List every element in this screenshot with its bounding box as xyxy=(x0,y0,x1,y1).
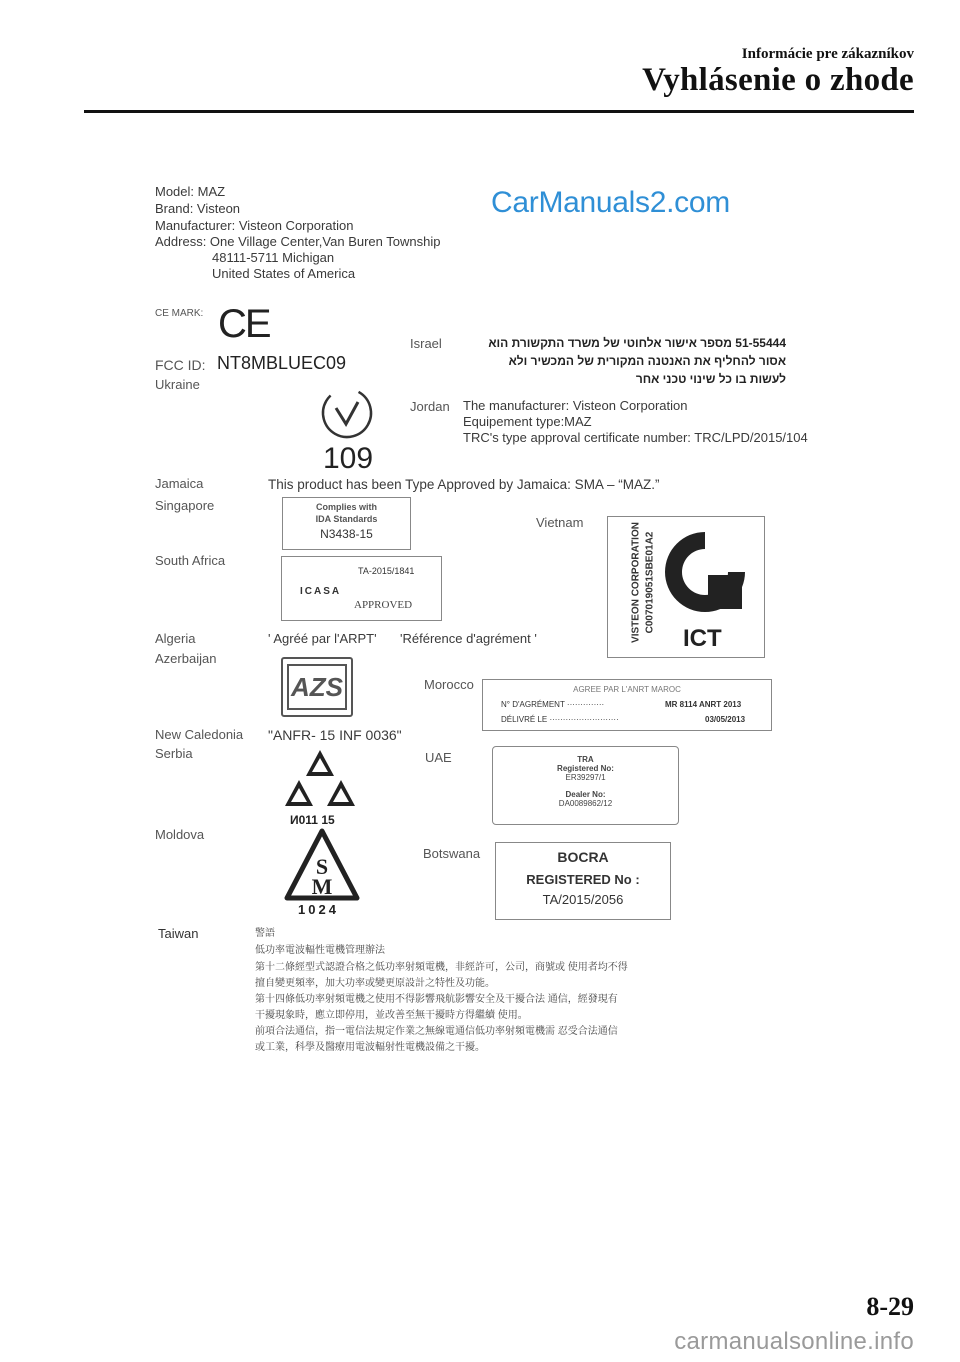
bocra-registered: REGISTERED No : xyxy=(526,872,640,887)
uae-label: UAE xyxy=(425,750,452,765)
anrt-label: AGREE PAR L'ANRT MAROC N° D'AGRÉMENT ·············· MR 8114 ANRT 2013 DÉLIVRÉ LE ·························· 03/05/2013 xyxy=(482,679,772,731)
anfr-text: "ANFR- 15 INF 0036" xyxy=(268,727,402,743)
tra-label xyxy=(492,746,679,825)
azs-mark: AZS xyxy=(287,664,347,710)
ce-label: CE MARK: xyxy=(155,308,204,319)
svg-text:M: M xyxy=(311,874,333,899)
taiwan-line-5: 第十四條低功率射頻電機之使用不得影響飛航影響安全及干擾合法 通信，經發現有 xyxy=(255,994,618,1005)
ida-code: N3438-15 xyxy=(320,527,373,541)
taiwan-line-7: 前項合法通信，指一電信法規定作業之無線電通信低功率射頻電機需 忍受合法通信 xyxy=(255,1026,618,1037)
taiwan-line-4: 擅自變更頻率，加大功率或變更原設計之特性及功能。 xyxy=(255,978,495,989)
israel-line-1: 51-55444 מספר אישור אלחוטי של משרד התקשורת הוא xyxy=(488,336,786,350)
morocco-label: Morocco xyxy=(424,677,474,692)
vietnam-label: Vietnam xyxy=(536,515,584,530)
taiwan-line-2: 低功率電波輻性電機管理辦法 xyxy=(255,945,385,956)
jordan-line-1: The manufacturer: Visteon Corporation xyxy=(463,398,688,413)
ce-mark-icon: CE xyxy=(218,302,270,346)
taiwan-line-1: 警語 xyxy=(255,928,275,939)
address-line-3: United States of America xyxy=(212,266,356,281)
tra-heading: TRA xyxy=(577,755,594,764)
serbia-label: Serbia xyxy=(155,746,193,761)
ukraine-conformity-icon xyxy=(318,384,376,442)
anrt-heading: AGREE PAR L'ANRT MAROC xyxy=(573,685,681,694)
icasa-code: TA-2015/1841 xyxy=(358,566,415,576)
ida-line-2: IDA Standards xyxy=(315,514,378,524)
ict-vertical-2: C007019051SBE01A2 xyxy=(644,531,656,634)
page-number: 8-29 xyxy=(866,1292,914,1321)
jordan-line-3: TRC's type approval certificate number: TRC/LPD/2015/104 xyxy=(463,430,808,445)
azs-logo xyxy=(281,657,353,717)
ukraine-label: Ukraine xyxy=(155,377,200,392)
taiwan-label: Taiwan xyxy=(158,926,199,941)
singapore-label: Singapore xyxy=(155,498,215,513)
footer-site: carmanualsonline.info xyxy=(674,1328,914,1355)
header-rule xyxy=(84,110,914,113)
south-africa-label: South Africa xyxy=(155,553,226,568)
jamaica-text: This product has been Type Approved by Jamaica: SMA – “MAZ.” xyxy=(268,477,660,492)
tra-dealer-value: DA0089862/12 xyxy=(558,799,613,808)
brand-text: Brand: Visteon xyxy=(155,201,241,216)
ict-mark: ICT xyxy=(683,625,722,652)
ict-vertical-1: VISTEON CORPORATION xyxy=(630,522,642,643)
address-line-2: 48111-5711 Michigan xyxy=(212,250,335,265)
manufacturer-text: Manufacturer: Visteon Corporation xyxy=(155,218,354,233)
icasa-brand: ICASA xyxy=(300,586,342,597)
jordan-line-2: Equipement type:MAZ xyxy=(463,414,592,429)
tra-reg-label: Registered No: xyxy=(557,764,614,773)
moldova-sm-icon xyxy=(284,828,360,902)
moldova-number: 1024 xyxy=(298,902,339,917)
vietnam-ict-label xyxy=(607,516,765,658)
israel-line-2: אסור להחליף את האנטנה המקורית של המכשיר ולא xyxy=(508,354,786,368)
jordan-label: Jordan xyxy=(410,399,450,414)
singapore-ida-label xyxy=(282,497,411,550)
israel-label: Israel xyxy=(410,336,442,351)
bocra-number: TA/2015/2056 xyxy=(542,892,624,907)
tra-dealer-label: Dealer No: xyxy=(565,790,606,799)
ict-q-icon xyxy=(660,527,750,617)
page-title: Vyhlásenie o zhode xyxy=(642,62,914,98)
taiwan-line-8: 或工業，科學及醫療用電波輻射性電機設備之干擾。 xyxy=(255,1042,485,1053)
jamaica-label: Jamaica xyxy=(155,476,204,491)
anrt-row1-label: D'AGRÉMENT xyxy=(512,700,565,709)
algeria-text-1: ' Agréé par l'ARPT' xyxy=(268,631,377,646)
azerbaijan-label: Azerbaijan xyxy=(155,651,217,666)
fcc-id: NT8MBLUEC09 xyxy=(217,353,347,373)
address-line-1: Address: One Village Center,Van Buren Township xyxy=(155,234,441,249)
model-text: Model: MAZ xyxy=(155,184,226,199)
tra-reg-value: ER39297/1 xyxy=(565,773,606,782)
bocra-heading: BOCRA xyxy=(557,849,609,865)
algeria-label: Algeria xyxy=(155,631,196,646)
anrt-row1-value: MR 8114 ANRT 2013 xyxy=(665,700,742,709)
watermark-text: CarManuals2.com xyxy=(491,186,730,219)
taiwan-line-6: 干擾現象時，應立即停用，並改善至無干擾時方得繼續 使用。 xyxy=(255,1010,528,1021)
svg-text:S: S xyxy=(315,854,329,879)
anrt-row2-label: DÉLIVRÉ LE xyxy=(501,715,548,724)
bocra-label xyxy=(495,842,671,920)
israel-line-3: לעשות בו כל שינוי טכני אחר xyxy=(635,372,786,386)
fcc-label: FCC ID: xyxy=(155,357,206,373)
serbia-code: И011 15 xyxy=(290,813,335,827)
moldova-label: Moldova xyxy=(155,827,205,842)
serbia-triangles-icon xyxy=(282,748,358,812)
icasa-label xyxy=(281,556,442,621)
taiwan-line-3: 第十二條經型式認證合格之低功率射頻電機，非經許可，公司，商號或 使用者均不得 xyxy=(255,962,628,973)
anrt-row2-value: 03/05/2013 xyxy=(705,715,746,724)
botswana-label: Botswana xyxy=(423,846,481,861)
icasa-status: APPROVED xyxy=(354,599,413,611)
new-caledonia-label: New Caledonia xyxy=(155,727,244,742)
ukraine-number: 109 xyxy=(323,442,374,475)
ida-line-1: Complies with xyxy=(315,502,377,512)
algeria-text-2: 'Référence d'agrément ' xyxy=(400,631,537,646)
section-label: Informácie pre zákazníkov xyxy=(741,46,914,62)
